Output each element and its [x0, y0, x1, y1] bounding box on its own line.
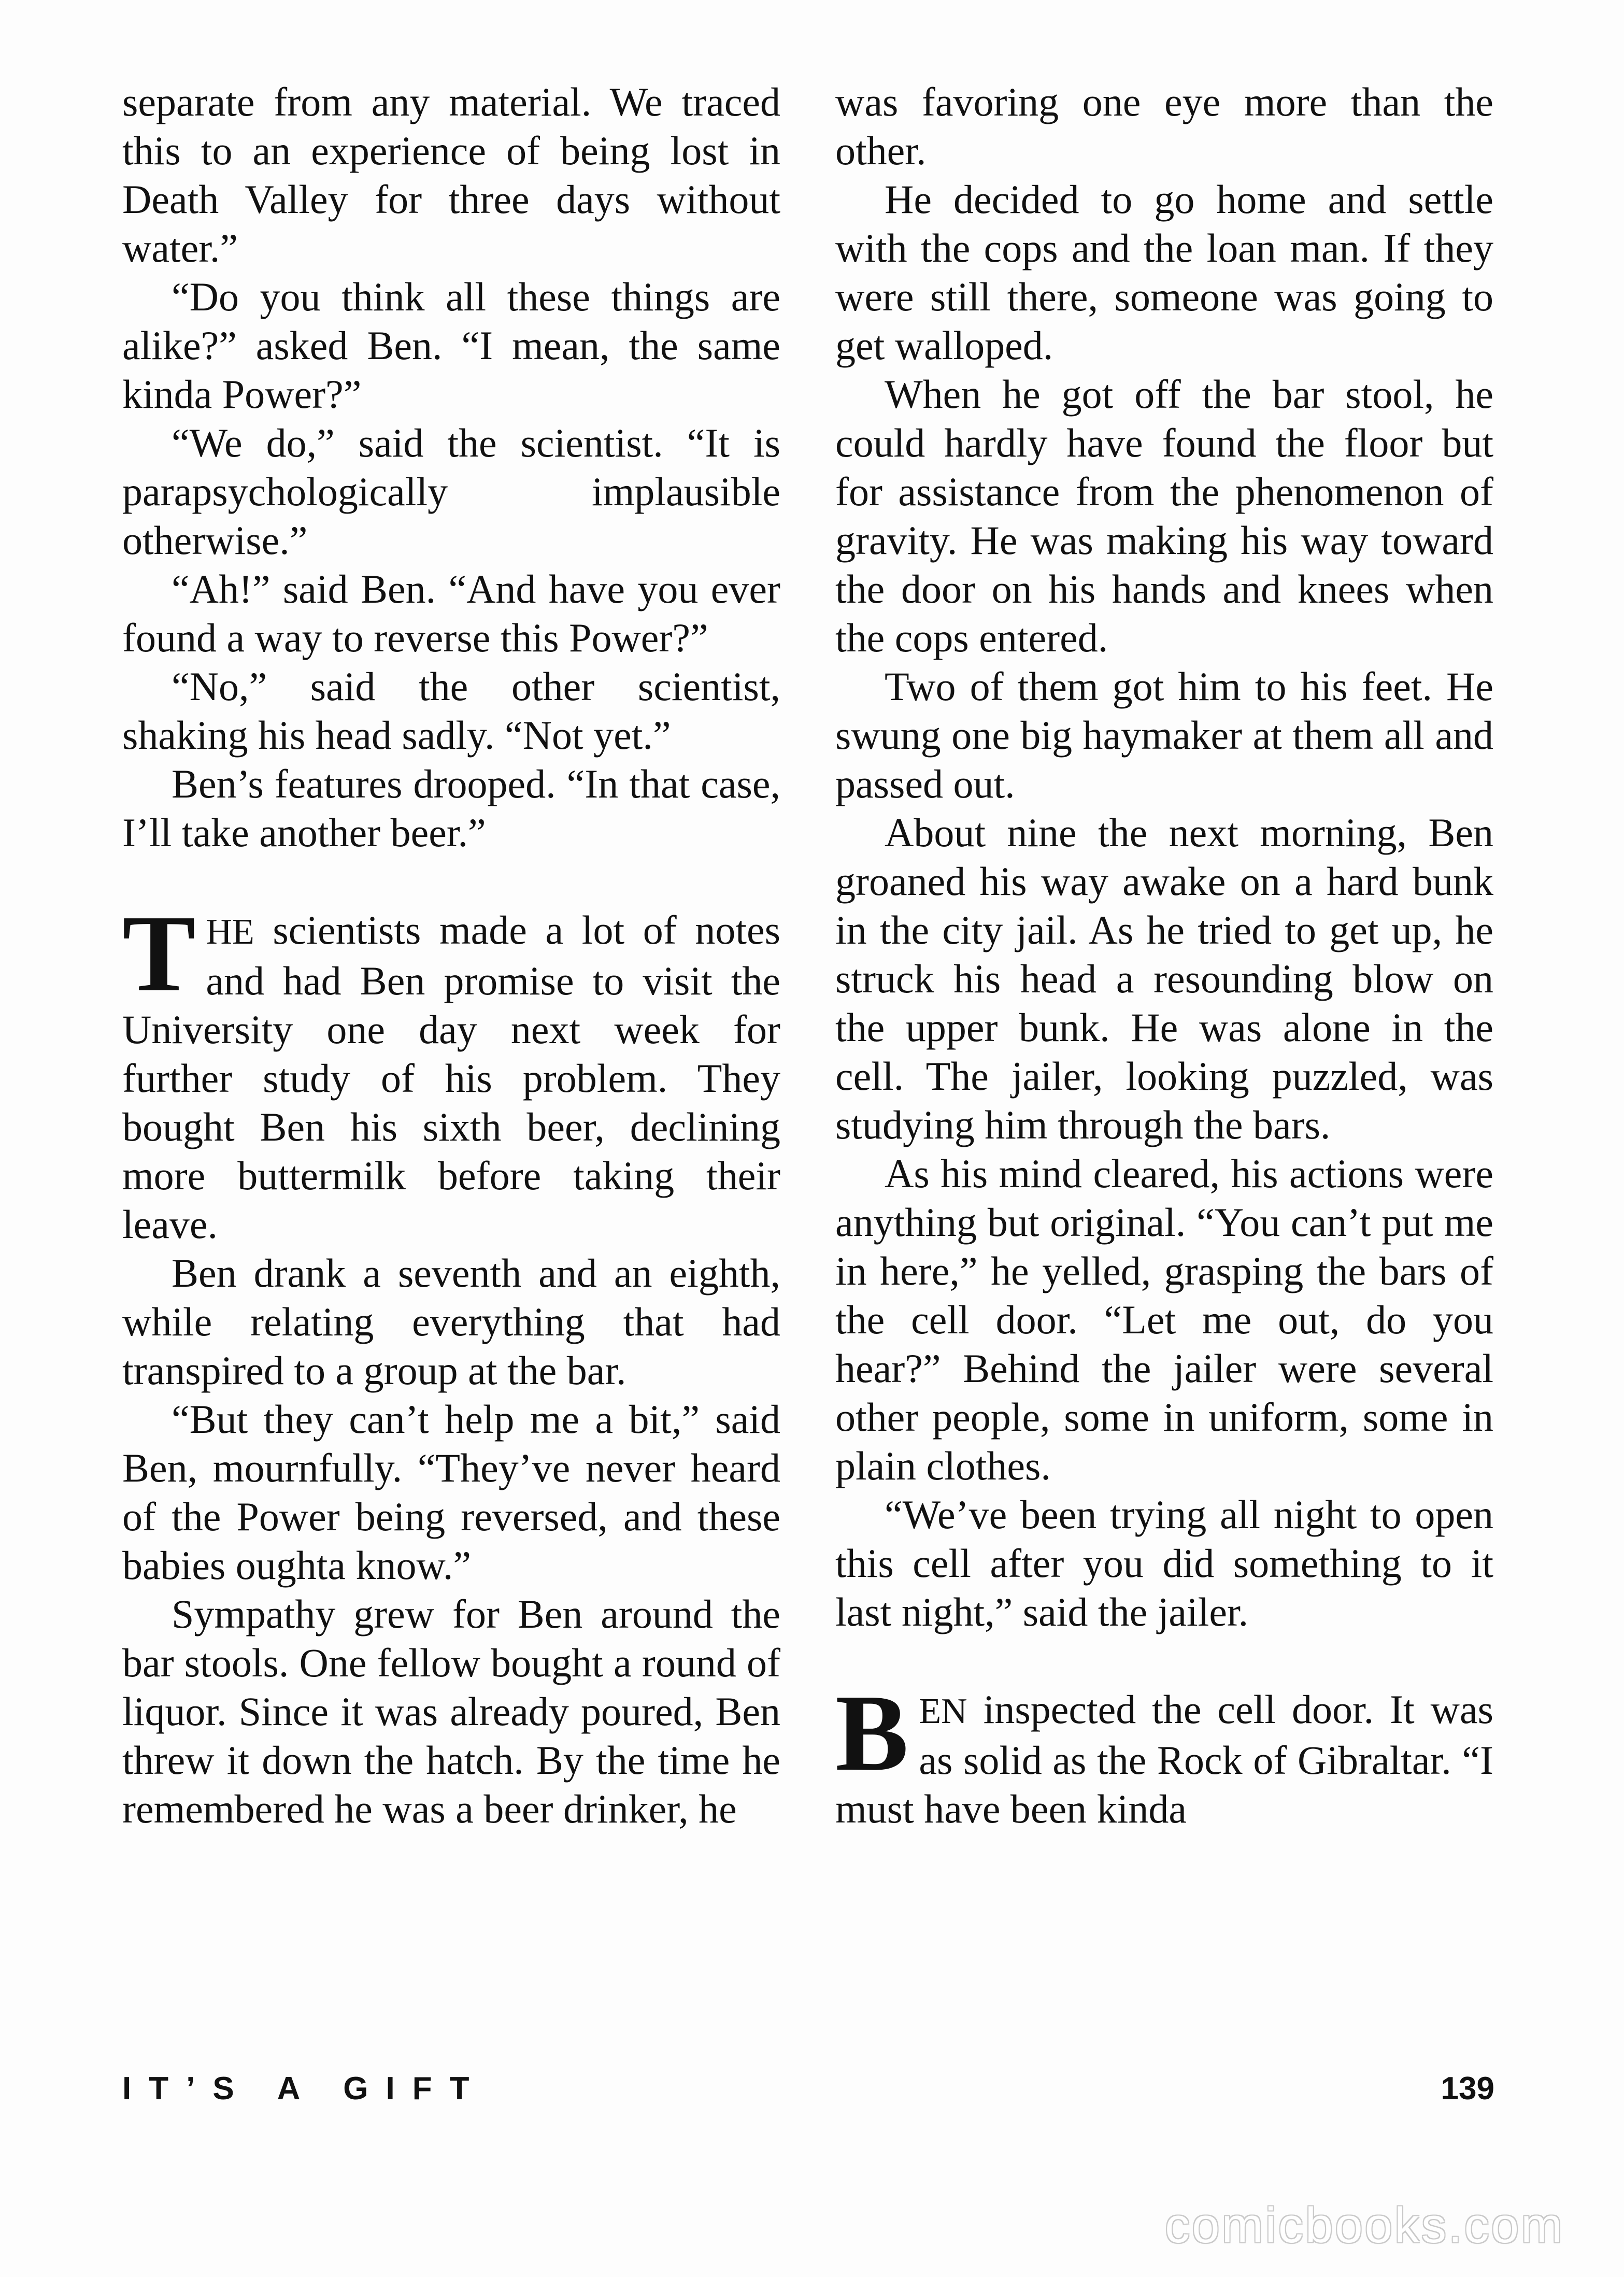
paragraph: When he got off the bar stool, he could hardly have found the floor but for assistance from the phenomenon of gravity. He was making his way toward the door on his hands and knees when the cops entered. [835, 372, 1493, 660]
paragraph: “Do you think all these things are alike?” asked Ben. “I mean, the same kinda Power?” [122, 274, 780, 417]
section-paragraph [835, 1672, 1493, 1833]
paragraph: Sympathy grew for Ben around the bar stools. One fellow bought a round of liquor. Since it was already poured, Ben threw it down the hatch. By the time he remembered he was a beer drinker, he [122, 1591, 780, 1831]
paragraph-text: scientists made a lot of notes and had Ben promise to visit the University one day next week for further study of his problem. They bought Ben his sixth beer, declining more buttermilk before taking their leave. [122, 907, 780, 1247]
drop-cap: T [122, 892, 196, 1014]
paragraph: He decided to go home and settle with the cops and the loan man. If they were still there, someone was going to get walloped. [835, 177, 1493, 368]
paragraph: “We do,” said the scientist. “It is parapsychologically implausible otherwise.” [122, 420, 780, 563]
right-column [835, 78, 1493, 1833]
section-paragraph [122, 892, 780, 1249]
paragraph: Ben drank a seventh and an eighth, while relating everything that had transpired to a group at the bar. [122, 1250, 780, 1393]
watermark: comicbooks.com [1165, 2198, 1564, 2253]
paragraph: “We’ve been trying all night to open this cell after you did something to it last night,” said the jailer. [835, 1492, 1493, 1634]
paragraph: “But they can’t help me a bit,” said Ben, mournfully. “They’ve never heard of the Power being reversed, and these babies oughta know.” [122, 1397, 780, 1588]
running-title: IT’S A GIFT [122, 2071, 487, 2107]
page-number: 139 [1441, 2071, 1494, 2107]
paragraph: “Ah!” said Ben. “And have you ever found a way to reverse this Power?” [122, 566, 780, 660]
paragraph-text: inspected the cell door. It was as solid as the Rock of Gibraltar. “I must have been kinda [835, 1687, 1493, 1831]
paragraph: Ben’s features drooped. “In that case, I’ll take another beer.” [122, 761, 780, 855]
paragraph: About nine the next morning, Ben groaned his way awake on a hard bunk in the city jail. As he tried to get up, he struck his head a resounding blow on the upper bunk. He was alone in the cell. The jailer, looking puzzled, was studying him through the bars. [835, 810, 1493, 1147]
paragraph: was favoring one eye more than the other. [835, 79, 1493, 173]
left-column [122, 78, 780, 1833]
drop-cap: B [835, 1672, 909, 1794]
paragraph: separate from any material. We traced this to an experience of being lost in Death Valley for three days without water.” [122, 79, 780, 271]
small-caps-lead: HE [206, 912, 254, 952]
paragraph: As his mind cleared, his actions were anything but original. “You can’t put me in here,” he yelled, grasping the bars of the cell door. “Let me out, do you hear?” Behind the jailer were several other people, some in uniform, some in plain clothes. [835, 1151, 1493, 1488]
small-caps-lead: EN [919, 1691, 967, 1731]
paragraph: Two of them got him to his feet. He swung one big haymaker at them all and passed out. [835, 664, 1493, 806]
paragraph: “No,” said the other scientist, shaking his head sadly. “Not yet.” [122, 664, 780, 758]
